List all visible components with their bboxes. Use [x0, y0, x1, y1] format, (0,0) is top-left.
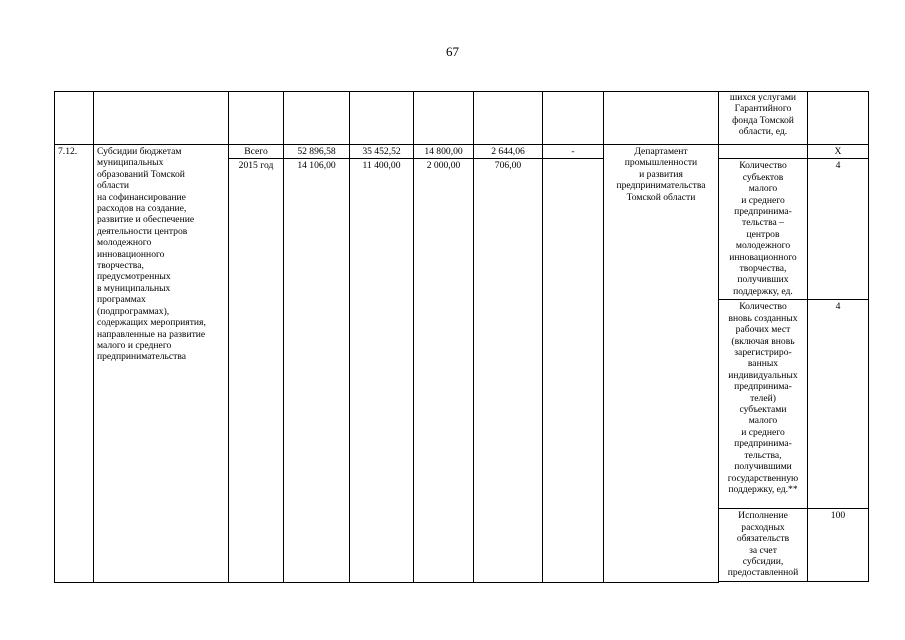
empty-cell — [94, 92, 229, 145]
amount-federal: 11 400,00 — [350, 159, 414, 583]
measure-number: 7.12. — [55, 145, 94, 583]
empty-cell — [229, 92, 284, 145]
indicator-name: Количество вновь созданных рабочих мест (включая вновь зарегистриро- ванных индивидуальных предпринима- телей) субъектами малого и среднего предпринима- тельства, получившими государственную поддержку, ед.** — [719, 300, 808, 509]
amount-local: 706,00 — [474, 159, 543, 583]
amount-regional: 2 000,00 — [414, 159, 474, 583]
empty-cell — [808, 582, 869, 583]
empty-cell — [543, 92, 604, 145]
executor: Департамент промышленности и развития предпринимательства Томской области — [604, 145, 719, 583]
indicator-value: 100 — [808, 509, 869, 582]
program-measures-table — [54, 91, 869, 583]
indicator-name: Количество субъектов малого и среднего предпринима- тельства – центров молодежного инновационного творчества, получивших поддержку, ед. — [719, 159, 808, 300]
indicator-value: 4 — [808, 159, 869, 300]
empty-cell — [604, 92, 719, 145]
empty-cell — [719, 145, 808, 159]
continuation-row — [55, 92, 869, 145]
measure-name: Субсидии бюджетам муниципальных образований Томской области на софинансирование расходов на создание, развитие и обеспечение деятельности центров молодежного инновационного творчества, предусмотренных в муниципальных программах (подпрограммах), содержащих мероприятия, направленные на развитие малого и среднего предпринимательства — [94, 145, 229, 583]
empty-cell — [284, 92, 350, 145]
empty-cell — [55, 92, 94, 145]
page-number: 67 — [446, 44, 459, 59]
indicator-value-total: Х — [808, 145, 869, 159]
period-label: 2015 год — [229, 159, 284, 583]
indicator-value: 4 — [808, 300, 869, 509]
amount-total: 52 896,58 — [284, 145, 350, 159]
amount-federal: 35 452,52 — [350, 145, 414, 159]
empty-cell — [414, 92, 474, 145]
empty-cell — [808, 92, 869, 145]
table-row-total — [55, 145, 869, 159]
period-label: Всего — [229, 145, 284, 159]
empty-cell — [719, 582, 808, 583]
amount-local: 2 644,06 — [474, 145, 543, 159]
empty-cell — [350, 92, 414, 145]
indicator-name-continued: шихся услугами Гарантийного фонда Томской области, ед. — [719, 92, 808, 145]
indicator-name: Исполнение расходных обязательств за счет субсидии, предоставленной — [719, 509, 808, 582]
empty-cell — [474, 92, 543, 145]
amount-other — [543, 159, 604, 583]
amount-total: 14 106,00 — [284, 159, 350, 583]
amount-other: - — [543, 145, 604, 159]
amount-regional: 14 800,00 — [414, 145, 474, 159]
